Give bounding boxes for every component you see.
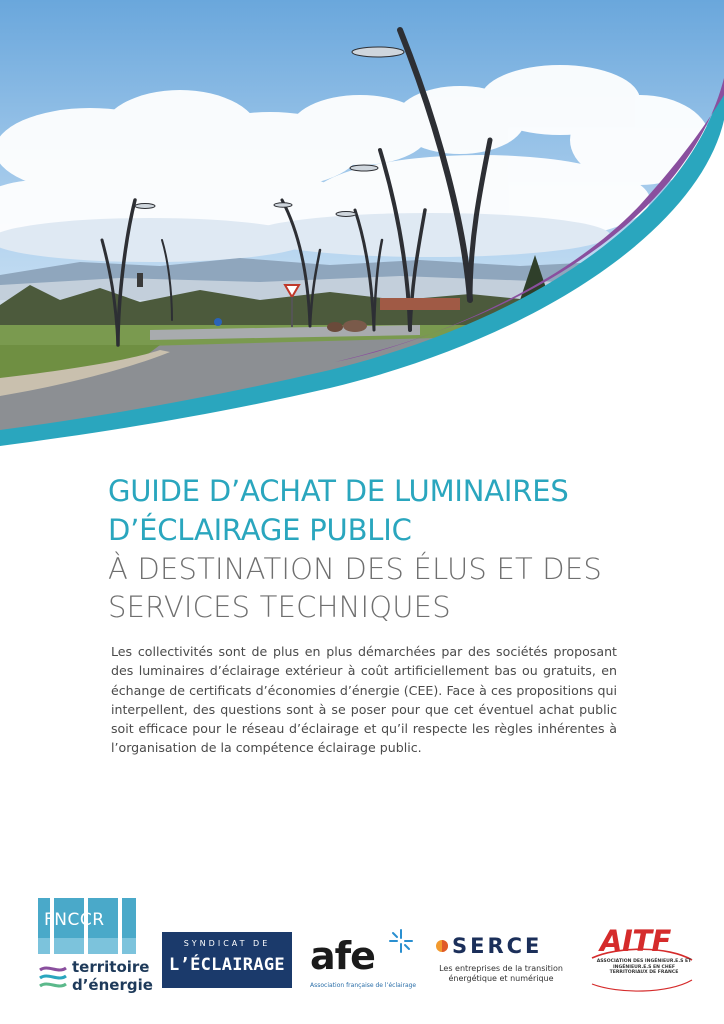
hero-photo-illustration [0,0,724,450]
syndicat-eclairage-logo [162,932,292,988]
aitf-logo [588,924,698,994]
fnccr-logo [38,898,153,998]
fnccr-name: FNCCR [44,910,105,930]
title-line-2: D’ÉCLAIRAGE PUBLIC [108,513,412,547]
title-block [108,472,648,626]
sparkle-icon [386,928,416,954]
aitf-tagline: ASSOCIATION DES INGÉNIEUR.E.S ET INGÉNIEUR.E.S EN CHEF TERRITORIAUX DE FRANCE [596,959,692,976]
serce-name: SERCE [452,934,543,958]
serce-logo [434,932,574,992]
hero-photo [0,0,724,450]
subtitle-line-1: À DESTINATION DES ÉLUS ET DES [108,552,602,586]
fnccr-line-1: territoire [72,958,150,976]
serce-sun-icon [434,937,450,955]
afe-logo [310,928,420,988]
intro-paragraph: Les collectivités sont de plus en plus démarchées par des sociétés proposant des luminaires d’éclairage extérieur à coût artificiellement bas ou gratuits, en échange de certificats d’économies d’énergie (CEE). Face à ces propositions qui interpellent, des questions sont à se poser pour que cet éventuel achat public soit efficace pour le réseau d’éclairage et qu’il respecte les règles inhérentes à l’organisation de la compétence éclairage public. [111,644,617,756]
afe-name: afe [310,934,375,978]
title-line-1: GUIDE D’ACHAT DE LUMINAIRES [108,474,569,508]
aitf-name: AITF [600,924,671,958]
syndicat-line-1: SYNDICAT DE [183,939,271,948]
fnccr-line-2: d’énergie [72,976,153,994]
territoire-energie-icon [38,960,68,994]
syndicat-line-2: L’ÉCLAIRAGE [169,955,285,975]
subtitle-line-2: SERVICES TECHNIQUES [108,590,451,624]
afe-tagline: Association française de l’éclairage [310,982,417,989]
partner-logos [0,880,724,1000]
serce-tagline: Les entreprises de la transition énergétique et numérique [439,964,563,983]
